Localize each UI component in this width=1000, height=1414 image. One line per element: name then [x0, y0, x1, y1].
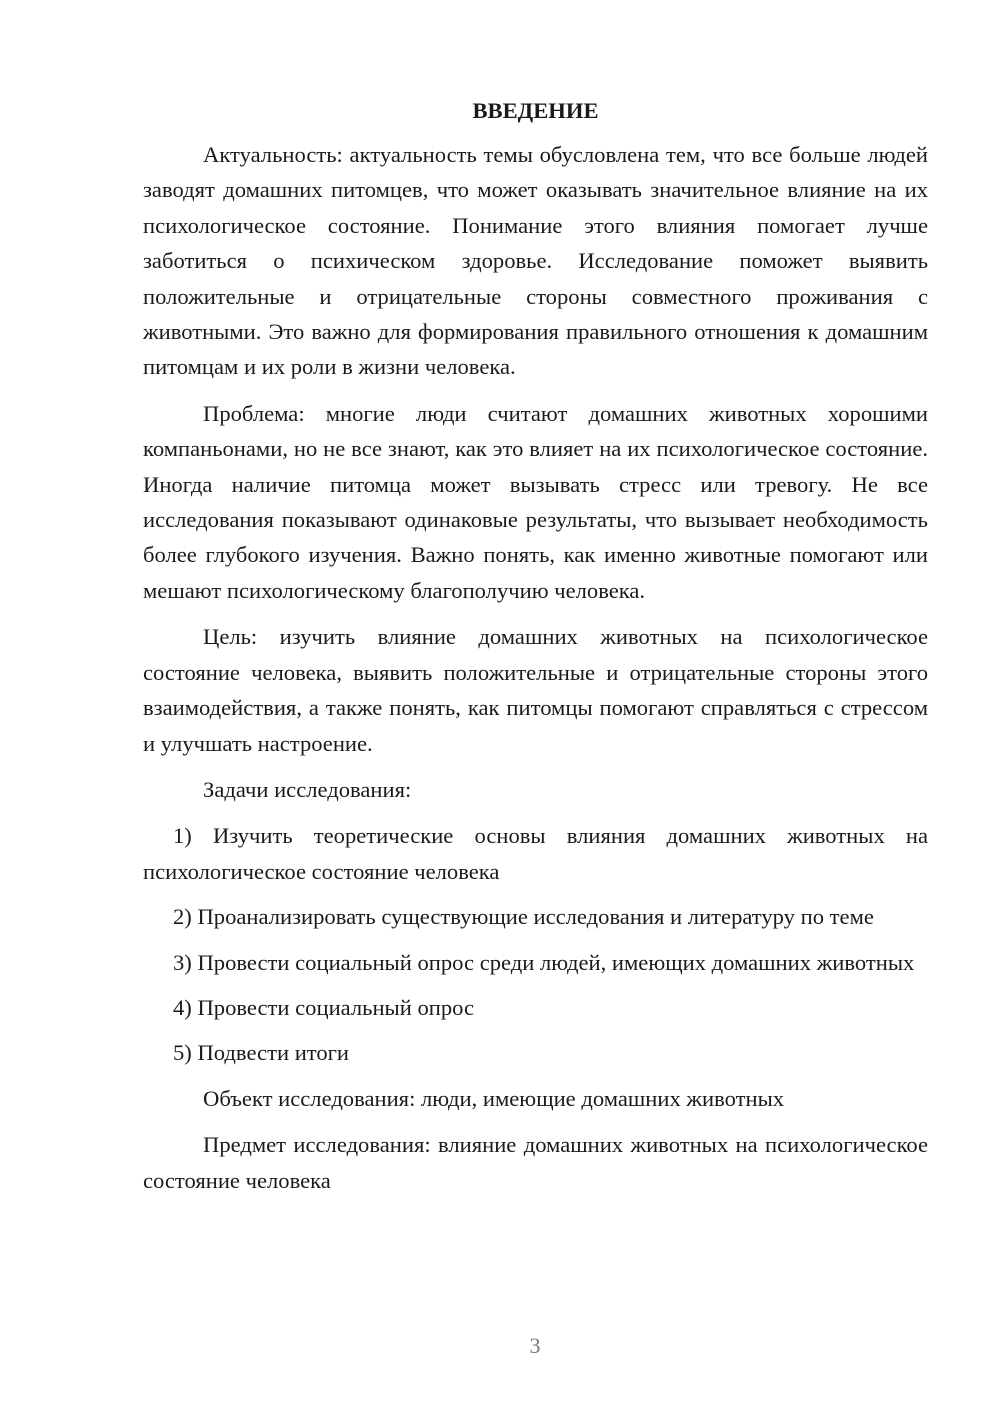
relevance-paragraph: Актуальность: актуальность темы обусловлена тем, что все больше людей заводят домашних питомцев, что может оказывать значительное влияние на их психологическое состояние. Понимание этого влияния помогает лучше заботиться о психическом здоровье. Исследование поможет выявить положительные и отрицательные стороны совместного проживания с животными. Это важно для формирования правильного отношения к домашним питомцам и их роли в жизни человека. [143, 142, 928, 380]
page-title: ВВЕДЕНИЕ [472, 98, 599, 123]
task-item-4: 4) Провести социальный опрос [173, 994, 475, 1020]
task-item-1: 1) Изучить теоретические основы влияния домашних животных на психологическое состояние человека [143, 823, 928, 884]
document-body [143, 96, 928, 1209]
object-paragraph: Объект исследования: люди, имеющие домашних животных [203, 1085, 785, 1111]
task-item-3: 3) Провести социальный опрос среди людей, имеющих домашних животных [173, 949, 915, 975]
page-number: 3 [529, 1333, 541, 1358]
problem-paragraph: Проблема: многие люди считают домашних животных хорошими компаньонами, но не все знают, как это влияет на их психологическое состояние. Иногда наличие питомца может вызывать стресс или тревогу. Не все исследования показывают одинаковые результаты, что вызывает необходимость более глубокого изучения. Важно понять, как именно животные помогают или мешают психологическому благополучию человека. [143, 400, 928, 603]
task-item-5: 5) Подвести итоги [173, 1040, 350, 1066]
goal-paragraph: Цель: изучить влияние домашних животных на психологическое состояние человека, выявить положительные и отрицательные стороны этого взаимодействия, а также понять, как питомцы помогают справляться с стрессом и улучшать настроение. [143, 624, 928, 756]
task-item-2: 2) Проанализировать существующие исследования и литературу по теме [173, 904, 874, 930]
tasks-heading: Задачи исследования: [203, 776, 412, 802]
tasks-list [143, 818, 928, 1070]
subject-paragraph: Предмет исследования: влияние домашних животных на психологическое состояние человека [143, 1132, 928, 1193]
